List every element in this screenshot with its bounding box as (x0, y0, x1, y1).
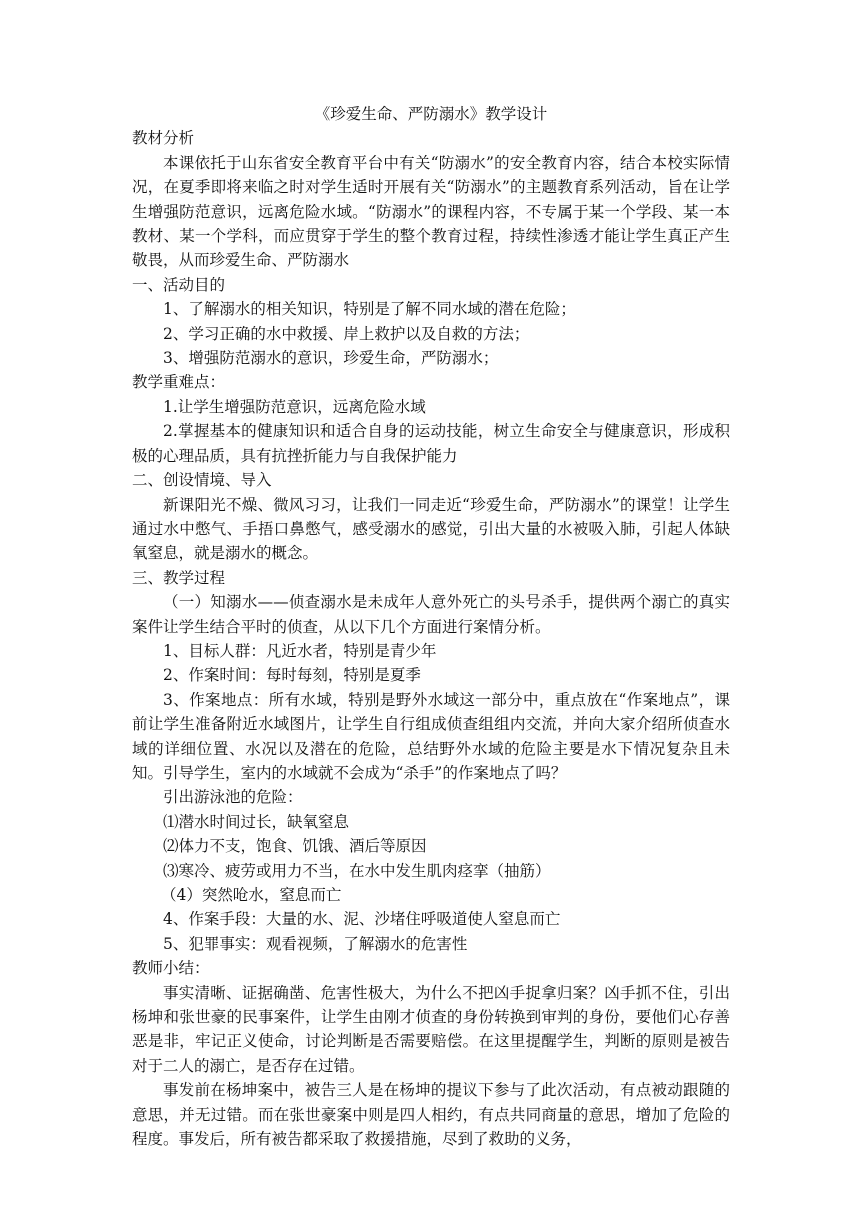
heading-key-points: 教学重难点： (132, 373, 226, 392)
goal-item: 2、学习正确的水中救援、岸上救护以及自救的方法； (163, 324, 530, 343)
goal-item: 1、了解溺水的相关知识，特别是了解不同水域的潜在危险； (163, 300, 576, 319)
heading-process: 三、教学过程 (132, 568, 226, 587)
paragraph-materials: 本课依托于山东省安全教育平台中有关“防溺水”的安全教育内容，结合本校实际情况，在夏季即将来临之时对学生适时开展有关“防溺水”的主题教育系列活动，旨在让学生增强防范意识，远离危险水域。“防溺水”的课程内容，不专属于某一个学段、某一本教材、某一个学科，而应贯穿于学生的整个教育过程，持续性渗透才能让学生真正产生敬畏，从而珍爱生命、严防溺水 (132, 153, 730, 270)
document-page (132, 102, 730, 1151)
process-item: 3、作案地点：所有水域，特别是野外水域这一部分中，重点放在“作案地点”，课前让学生准备附近水域图片，让学生自行组成侦查组组内交流，并向大家介绍所侦查水域的详细位置、水况以及潜在的危险，总结野外水域的危险主要是水下情况复杂且未知。引导学生，室内的水域就不会成为“杀手”的作案地点了吗？ (132, 690, 730, 782)
pool-lead: 引出游泳池的危险： (163, 788, 303, 807)
document-title: 《珍爱生命、严防溺水》教学设计 (314, 105, 548, 123)
process-item: 2、作案时间：每时每刻，特别是夏季 (163, 666, 421, 685)
heading-goals: 一、活动目的 (132, 275, 226, 294)
key-point-item: 2.掌握基本的健康知识和适合自身的运动技能，树立生命安全与健康意识，形成积极的心理品质，具有抗挫折能力与自我保护能力 (132, 422, 730, 465)
paragraph-process: （一）知溺水——侦查溺水是未成年人意外死亡的头号杀手，提供两个溺亡的真实案件让学生结合平时的侦查，从以下几个方面进行案情分析。 (132, 593, 730, 636)
process-item: 1、目标人群：凡近水者，特别是青少年 (163, 641, 437, 660)
paragraph-summary: 事实清晰、证据确凿、危害性极大，为什么不把凶手捉拿归案？凶手抓不住，引出杨坤和张世豪的民事案件，让学生由刚才侦查的身份转换到审判的身份，要他们心存善恶是非，牢记正义使命，讨论判断是否需要赔偿。在这里提醒学生，判断的原则是被告对于二人的溺亡，是否存在过错。 (132, 983, 730, 1075)
pool-item: ⑴潜水时间过长，缺氧窒息 (163, 812, 350, 831)
pool-item: ⑶寒冷、疲劳或用力不当，在水中发生肌肉痉挛（抽筋） (163, 861, 551, 880)
heading-intro: 二、创设情境、导入 (132, 471, 272, 490)
pool-item: ⑵体力不支，饱食、饥饿、酒后等原因 (163, 837, 427, 856)
paragraph-intro: 新课阳光不燥、微风习习，让我们一同走近“珍爱生命，严防溺水”的课堂！让学生通过水中憋气、手捂口鼻憋气，感受溺水的感觉，引出大量的水被吸入肺，引起人体缺氧窒息，就是溺水的概念。 (132, 495, 730, 563)
heading-summary: 教师小结： (132, 959, 210, 978)
key-point-item: 1.让学生增强防范意识，远离危险水域 (163, 397, 426, 416)
paragraph-summary: 事发前在杨坤案中，被告三人是在杨坤的提议下参与了此次活动，有点被动跟随的意思，并无过错。而在张世豪案中则是四人相约，有点共同商量的意思，增加了危险的程度。事发后，所有被告都采取了救援措施，尽到了救助的义务， (132, 1081, 730, 1149)
goal-item: 3、增强防范溺水的意识，珍爱生命，严防溺水； (163, 349, 499, 368)
pool-item: （4）突然呛水，窒息而亡 (161, 886, 342, 904)
process-item: 4、作案手段：大量的水、泥、沙堵住呼吸道使人窒息而亡 (163, 910, 561, 929)
process-item: 5、犯罪事实：观看视频，了解溺水的危害性 (163, 934, 468, 953)
heading-materials: 教材分析 (132, 129, 195, 148)
